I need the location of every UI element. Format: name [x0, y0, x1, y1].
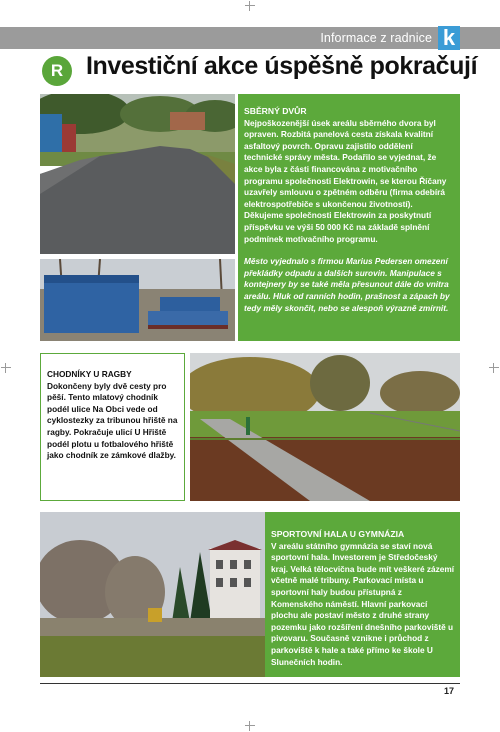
footer-rule [40, 683, 460, 684]
article-chodniky [40, 353, 185, 501]
article-body: Dokončeny byly dvě cesty pro pěší. Tento mlatový chodník podél ulice Na Obci vede od cyklostezky za tribunou hřiště na ragby. Pokračuje ulicí U Hřiště podél plotu u fotbalového hřiště jako chodník ze zámkové dlažby. [47, 380, 178, 461]
article-heading: CHODNÍKY U RAGBY [47, 369, 132, 379]
photo-containers [40, 259, 235, 341]
registration-mark [1, 363, 11, 373]
page-title: Investiční akce úspěšně pokračují [86, 52, 478, 80]
article-sportovni-hala [265, 512, 460, 677]
registration-mark [245, 1, 255, 11]
article-heading: SPORTOVNÍ HALA U GYMNÁZIA [271, 529, 405, 539]
article-heading: SBĚRNÝ DVŮR [244, 106, 307, 116]
photo-gymnasium-site [40, 512, 265, 677]
article-body: V areálu státního gymnázia se staví nová sportovní hala. Investorem je Středočeský kraj. Velká tělocvična bude mít veškeré zázemí včetně malé tribuny. Parkovací místa u sportovní haly budou přístupná z Komenského náměstí. Hlavní parkovací plochu ale postaví město z druhé strany pozemku jako rozšíření dnešního parkoviště u pivovaru. Současně vznikne i průchod z parkoviště k hale a také přímo ke škole U Slunečních hodin. [271, 540, 455, 667]
article-thanks: Děkujeme společnosti Elektrowin za poskytnutí příspěvku ve výši 50 000 Kč na základě splnění podmínek motivačního programu. [244, 210, 432, 244]
photo-asphalt-road [40, 94, 235, 254]
article-sberny-dvur [238, 94, 460, 341]
city-logo: k [438, 26, 460, 50]
section-name: Informace z radnice [320, 31, 432, 45]
section-header-bar [0, 27, 500, 49]
registration-mark [245, 721, 255, 731]
article-note: Město vyjednalo s firmou Marius Pedersen omezení překládky odpadu a dalších surovin. Manipulace s kontejnery by se také měla přesunout dále do vnitra areálu. Hluk od ranních hodin, prašnost a zápach by tedy měly skončit, nebo se alespoň výrazně zmírnit. [244, 256, 450, 313]
article-body: Nejpoškozenější úsek areálu sběrného dvora byl opraven. Rozbitá panelová cesta získala kvalitní asfaltový povrch. Opravu zajistilo oddělení technické správy města. Podařilo se vyjednat, že akce byla z části financována z motivačního programu společnosti Elektrowin, se kterou Říčany uzavřely smlouvu o zpětném odběru (firma odebírá elektrospotřebiče s ukončenou životností). [244, 117, 447, 209]
registration-mark [489, 363, 499, 373]
photo-footpath [190, 353, 460, 501]
r-badge: R [42, 56, 72, 86]
page-number: 17 [444, 686, 455, 696]
